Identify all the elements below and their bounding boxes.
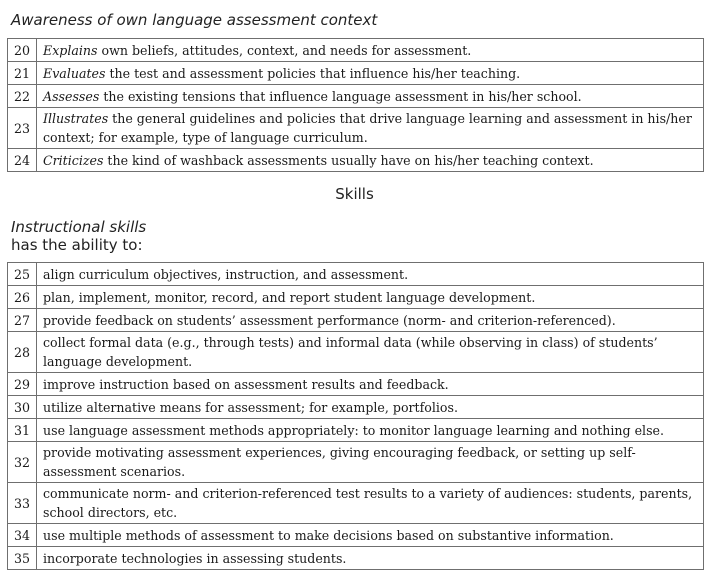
table-row	[8, 85, 704, 108]
item-verb: Criticizes	[43, 152, 104, 168]
awareness-table	[7, 38, 704, 172]
item-text: improve instruction based on assessment results and feedback.	[37, 373, 704, 396]
item-text: plan, implement, monitor, record, and report student language development.	[37, 286, 704, 309]
item-number: 23	[8, 108, 37, 149]
table-row	[8, 309, 704, 332]
item-verb: Explains	[43, 42, 98, 58]
table-row	[8, 332, 704, 373]
item-text: align curriculum objectives, instruction, and assessment.	[37, 263, 704, 286]
table-row	[8, 62, 704, 85]
table-row	[8, 373, 704, 396]
item-number: 27	[8, 309, 37, 332]
item-number: 35	[8, 547, 37, 570]
item-number: 22	[8, 85, 37, 108]
item-rest: the existing tensions that influence language assessment in his/her school.	[99, 88, 582, 104]
item-number: 26	[8, 286, 37, 309]
item-rest: the general guidelines and policies that drive language learning and assessment in his/her context; for example, type of language curriculum.	[43, 111, 692, 145]
item-number: 20	[8, 39, 37, 62]
table-row	[8, 108, 704, 149]
skills-table	[7, 262, 704, 570]
item-text: provide motivating assessment experiences, giving encouraging feedback, or setting up self-assessment scenarios.	[37, 442, 704, 483]
item-verb: Assesses	[43, 88, 100, 104]
item-number: 25	[8, 263, 37, 286]
item-number: 32	[8, 442, 37, 483]
awareness-section-title: Awareness of own language assessment context	[11, 11, 378, 29]
item-rest: own beliefs, attitudes, context, and needs for assessment.	[97, 42, 472, 58]
item-number: 29	[8, 373, 37, 396]
item-number: 30	[8, 396, 37, 419]
table-row	[8, 263, 704, 286]
item-verb: Illustrates	[43, 111, 109, 126]
item-rest: the kind of washback assessments usually have on his/her teaching context.	[103, 152, 594, 168]
skills-heading: Skills	[335, 185, 374, 203]
item-text	[37, 85, 704, 108]
item-text	[37, 149, 704, 172]
table-row	[8, 524, 704, 547]
item-text	[37, 62, 704, 85]
ability-lead-text: has the ability to:	[11, 236, 143, 254]
item-verb: Evaluates	[43, 65, 106, 81]
table-row	[8, 547, 704, 570]
table-row	[8, 286, 704, 309]
item-text: use language assessment methods appropriately: to monitor language learning and nothing else.	[37, 419, 704, 442]
table-row	[8, 483, 704, 524]
item-rest: the test and assessment policies that influence his/her teaching.	[105, 65, 521, 81]
table-row	[8, 442, 704, 483]
item-text: utilize alternative means for assessment; for example, portfolios.	[37, 396, 704, 419]
item-number: 21	[8, 62, 37, 85]
item-number: 33	[8, 483, 37, 524]
item-text	[37, 108, 704, 149]
item-text: incorporate technologies in assessing students.	[37, 547, 704, 570]
item-text: use multiple methods of assessment to make decisions based on substantive information.	[37, 524, 704, 547]
item-text	[37, 39, 704, 62]
item-number: 34	[8, 524, 37, 547]
item-number: 28	[8, 332, 37, 373]
table-row	[8, 39, 704, 62]
item-text: communicate norm- and criterion-referenced test results to a variety of audiences: students, parents, school directors, etc.	[37, 483, 704, 524]
item-number: 24	[8, 149, 37, 172]
instructional-skills-title: Instructional skills	[11, 218, 147, 236]
item-text: provide feedback on students’ assessment performance (norm- and criterion-referenced).	[37, 309, 704, 332]
table-row	[8, 419, 704, 442]
item-number: 31	[8, 419, 37, 442]
table-row	[8, 149, 704, 172]
table-row	[8, 396, 704, 419]
item-text: collect formal data (e.g., through tests) and informal data (while observing in class) of students’ language development.	[37, 332, 704, 373]
